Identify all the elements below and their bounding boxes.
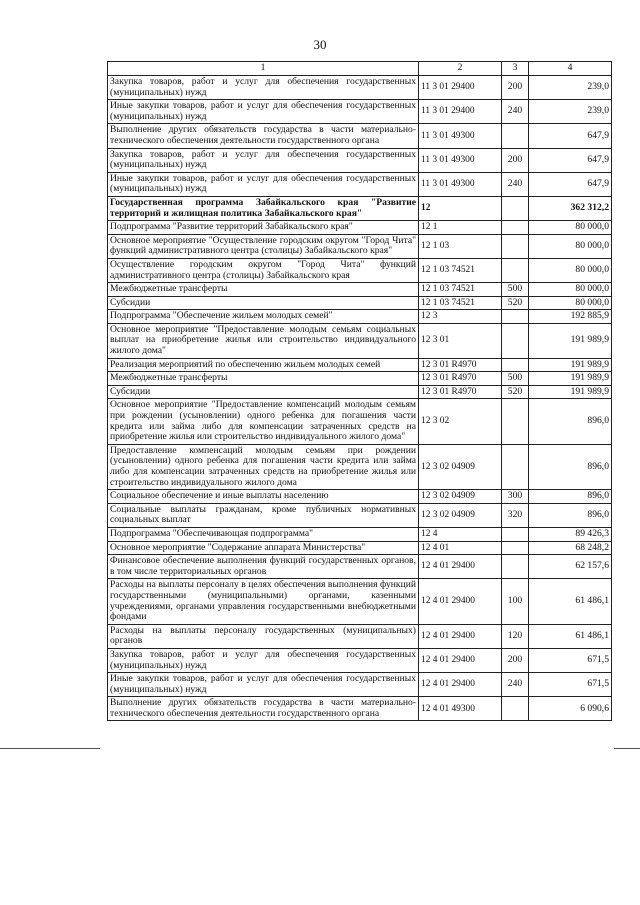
- row-amount-cell: 80 000,0: [529, 221, 612, 235]
- row-amount-cell: 671,5: [529, 648, 612, 672]
- row-amount-cell: 896,0: [529, 399, 612, 444]
- row-code-cell: 12 1 03 74521: [419, 283, 502, 297]
- row-name-cell: Основное мероприятие "Предоставление компенсаций молодым семьям при рождении (усыновлении) одного ребенка для погашения части кредита или займа либо для компенсации затраченных средств на приобретение жилья или строительство индивидуального жилого дома": [108, 399, 419, 444]
- row-name-cell: Подпрограмма "Развитие территорий Забайкальского края": [108, 221, 419, 235]
- row-amount-cell: 192 885,9: [529, 310, 612, 324]
- row-type-cell: 200: [502, 148, 529, 172]
- row-amount-cell: 896,0: [529, 490, 612, 504]
- row-name-cell: Реализация мероприятий по обеспечению жильем молодых семей: [108, 358, 419, 372]
- row-type-cell: 200: [502, 76, 529, 100]
- table-row: [108, 234, 612, 258]
- row-amount-cell: 191 989,9: [529, 372, 612, 386]
- row-code-cell: 12 3 01: [419, 323, 502, 358]
- row-code-cell: 12 1 03 74521: [419, 296, 502, 310]
- row-amount-cell: 61 486,1: [529, 579, 612, 624]
- row-code-cell: 12 4: [419, 527, 502, 541]
- table-row: [108, 527, 612, 541]
- row-code-cell: 12 3: [419, 310, 502, 324]
- row-code-cell: 12 1 03: [419, 234, 502, 258]
- row-name-cell: Предоставление компенсаций молодым семьям при рождении (усыновлении) одного ребенка для погашения части кредита или займа либо для компенсации затраченных средств на приобретение жилья или строительство индивидуального жилого дома: [108, 444, 419, 489]
- table-row: [108, 555, 612, 579]
- row-name-cell: Подпрограмма "Обеспечивающая подпрограмма": [108, 527, 419, 541]
- row-amount-cell: 80 000,0: [529, 283, 612, 297]
- row-amount-cell: 191 989,9: [529, 323, 612, 358]
- table-row: [108, 579, 612, 624]
- row-name-cell: Субсидии: [108, 385, 419, 399]
- row-amount-cell: 647,9: [529, 172, 612, 196]
- row-type-cell: 120: [502, 624, 529, 648]
- row-type-cell: [502, 358, 529, 372]
- row-name-cell: Межбюджетные трансферты: [108, 372, 419, 386]
- row-type-cell: [502, 221, 529, 235]
- row-name-cell: Иные закупки товаров, работ и услуг для обеспечения государственных (муниципальных) нужд: [108, 172, 419, 196]
- row-code-cell: 12: [419, 196, 502, 220]
- row-amount-cell: 896,0: [529, 444, 612, 489]
- table-row: [108, 148, 612, 172]
- row-type-cell: 200: [502, 648, 529, 672]
- row-type-cell: [502, 444, 529, 489]
- table-row: [108, 196, 612, 220]
- row-code-cell: 12 3 02 04909: [419, 490, 502, 504]
- row-name-cell: Закупка товаров, работ и услуг для обеспечения государственных (муниципальных) нужд: [108, 148, 419, 172]
- row-code-cell: 12 4 01 29400: [419, 624, 502, 648]
- table-row: [108, 490, 612, 504]
- row-code-cell: 12 4 01 29400: [419, 673, 502, 697]
- row-amount-cell: 89 426,3: [529, 527, 612, 541]
- margin-rule-left: [0, 748, 100, 749]
- row-code-cell: 12 3 02: [419, 399, 502, 444]
- table-row: [108, 296, 612, 310]
- table-row: [108, 503, 612, 527]
- header-col-1: 1: [108, 62, 419, 76]
- row-type-cell: [502, 323, 529, 358]
- row-amount-cell: 68 248,2: [529, 541, 612, 555]
- row-name-cell: Финансовое обеспечение выполнения функций государственных органов, в том числе территориальных органов: [108, 555, 419, 579]
- table-row: [108, 76, 612, 100]
- row-type-cell: [502, 555, 529, 579]
- table-row: [108, 258, 612, 282]
- row-amount-cell: 191 989,9: [529, 358, 612, 372]
- row-code-cell: 12 4 01 29400: [419, 579, 502, 624]
- row-amount-cell: 80 000,0: [529, 234, 612, 258]
- table-row: [108, 648, 612, 672]
- table-row: [108, 283, 612, 297]
- row-code-cell: 11 3 01 49300: [419, 172, 502, 196]
- row-name-cell: Основное мероприятие "Предоставление молодым семьям социальных выплат на приобретение жилья или строительство индивидуального жилого дома": [108, 323, 419, 358]
- row-amount-cell: 62 157,6: [529, 555, 612, 579]
- row-type-cell: 300: [502, 490, 529, 504]
- row-amount-cell: 80 000,0: [529, 296, 612, 310]
- row-name-cell: Расходы на выплаты персоналу в целях обеспечения выполнения функций государственными (муниципальными) органами, казенными учреждениями, органами управления государственными внебюджетными фондами: [108, 579, 419, 624]
- row-type-cell: [502, 541, 529, 555]
- row-code-cell: 12 3 01 R4970: [419, 372, 502, 386]
- row-code-cell: 11 3 01 49300: [419, 124, 502, 148]
- row-code-cell: 12 3 01 R4970: [419, 385, 502, 399]
- header-col-3: 3: [502, 62, 529, 76]
- row-type-cell: 520: [502, 296, 529, 310]
- row-name-cell: Закупка товаров, работ и услуг для обеспечения государственных (муниципальных) нужд: [108, 648, 419, 672]
- budget-table: [107, 61, 612, 721]
- margin-rule-right: [614, 748, 640, 749]
- row-type-cell: 500: [502, 283, 529, 297]
- table-row: [108, 372, 612, 386]
- row-name-cell: Основное мероприятие "Содержание аппарата Министерства": [108, 541, 419, 555]
- row-name-cell: Основное мероприятие "Осуществление городским округом "Город Чита" функций административного центра (столицы) Забайкальского края": [108, 234, 419, 258]
- row-type-cell: [502, 234, 529, 258]
- row-amount-cell: 61 486,1: [529, 624, 612, 648]
- table-row: [108, 697, 612, 721]
- row-name-cell: Социальное обеспечение и иные выплаты населению: [108, 490, 419, 504]
- table-row: [108, 323, 612, 358]
- table-header-row: [108, 62, 612, 76]
- row-type-cell: 520: [502, 385, 529, 399]
- row-code-cell: 12 4 01 49300: [419, 697, 502, 721]
- row-name-cell: Субсидии: [108, 296, 419, 310]
- row-code-cell: 11 3 01 49300: [419, 148, 502, 172]
- row-name-cell: Осуществление городским округом "Город Чита" функций административного центра (столицы) Забайкальского края: [108, 258, 419, 282]
- table-row: [108, 399, 612, 444]
- row-type-cell: [502, 310, 529, 324]
- table-row: [108, 624, 612, 648]
- row-amount-cell: 671,5: [529, 673, 612, 697]
- table-row: [108, 221, 612, 235]
- row-code-cell: 12 4 01: [419, 541, 502, 555]
- table-row: [108, 385, 612, 399]
- row-name-cell: Межбюджетные трансферты: [108, 283, 419, 297]
- row-type-cell: [502, 124, 529, 148]
- row-name-cell: Иные закупки товаров, работ и услуг для обеспечения государственных (муниципальных) нужд: [108, 673, 419, 697]
- row-name-cell: Подпрограмма "Обеспечение жильем молодых семей": [108, 310, 419, 324]
- row-name-cell: Социальные выплаты гражданам, кроме публичных нормативных социальных выплат: [108, 503, 419, 527]
- row-code-cell: 12 1: [419, 221, 502, 235]
- row-type-cell: [502, 258, 529, 282]
- row-name-cell: Государственная программа Забайкальского края "Развитие территорий и жилищная политика Забайкальского края": [108, 196, 419, 220]
- header-col-4: 4: [529, 62, 612, 76]
- table-row: [108, 358, 612, 372]
- row-type-cell: [502, 196, 529, 220]
- row-amount-cell: 896,0: [529, 503, 612, 527]
- table-row: [108, 444, 612, 489]
- row-code-cell: 11 3 01 29400: [419, 76, 502, 100]
- row-type-cell: 240: [502, 100, 529, 124]
- row-code-cell: 12 4 01 29400: [419, 648, 502, 672]
- row-name-cell: Закупка товаров, работ и услуг для обеспечения государственных (муниципальных) нужд: [108, 76, 419, 100]
- row-name-cell: Иные закупки товаров, работ и услуг для обеспечения государственных (муниципальных) нужд: [108, 100, 419, 124]
- row-type-cell: 320: [502, 503, 529, 527]
- row-amount-cell: 647,9: [529, 124, 612, 148]
- row-type-cell: [502, 697, 529, 721]
- row-type-cell: 500: [502, 372, 529, 386]
- row-amount-cell: 80 000,0: [529, 258, 612, 282]
- table-row: [108, 541, 612, 555]
- row-name-cell: Расходы на выплаты персоналу государственных (муниципальных) органов: [108, 624, 419, 648]
- page-number: 30: [313, 37, 327, 52]
- row-code-cell: 12 1 03 74521: [419, 258, 502, 282]
- row-type-cell: [502, 527, 529, 541]
- row-amount-cell: 239,0: [529, 100, 612, 124]
- table-row: [108, 310, 612, 324]
- row-amount-cell: 362 312,2: [529, 196, 612, 220]
- row-code-cell: 12 3 02 04909: [419, 444, 502, 489]
- row-code-cell: 11 3 01 29400: [419, 100, 502, 124]
- row-name-cell: Выполнение других обязательств государства в части материально-технического обеспечения деятельности государственного органа: [108, 697, 419, 721]
- table-row: [108, 172, 612, 196]
- header-col-2: 2: [419, 62, 502, 76]
- row-code-cell: 12 4 01 29400: [419, 555, 502, 579]
- row-amount-cell: 647,9: [529, 148, 612, 172]
- row-type-cell: 240: [502, 673, 529, 697]
- table-row: [108, 100, 612, 124]
- table-body: [108, 76, 612, 721]
- row-amount-cell: 6 090,6: [529, 697, 612, 721]
- row-amount-cell: 191 989,9: [529, 385, 612, 399]
- row-type-cell: [502, 399, 529, 444]
- table-row: [108, 124, 612, 148]
- table-row: [108, 673, 612, 697]
- row-code-cell: 12 3 01 R4970: [419, 358, 502, 372]
- row-code-cell: 12 3 02 04909: [419, 503, 502, 527]
- row-name-cell: Выполнение других обязательств государства в части материально-технического обеспечения деятельности государственного органа: [108, 124, 419, 148]
- row-type-cell: 100: [502, 579, 529, 624]
- row-type-cell: 240: [502, 172, 529, 196]
- row-amount-cell: 239,0: [529, 76, 612, 100]
